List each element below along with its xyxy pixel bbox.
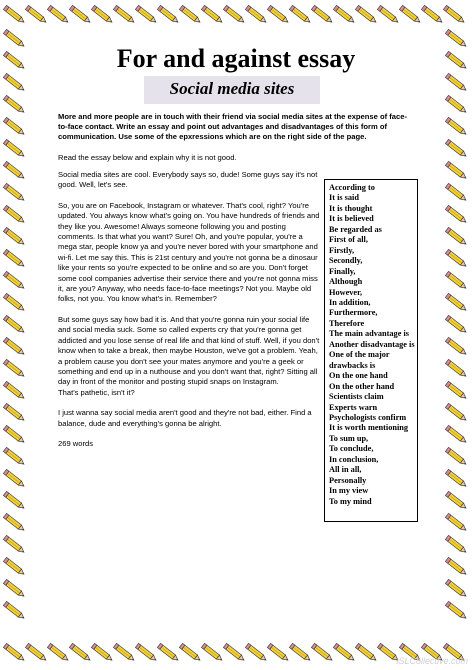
pencil-icon [3, 227, 25, 246]
expression-item: Experts warn [329, 402, 378, 412]
pencil-icon [3, 73, 25, 92]
essay-paragraph: So, you are on Facebook, Instagram or whatever. That's cool, right? You're updated. You always know what's going on. You have hundreds of friends and they like you. Awesome! Always someone following you and posting comments. Is that what you want? Sure! Oh, and you're popular, you're a mega star, people know ya and you're never bored with your smartphone and wi-fi. Let me say this. This is 21st century and you're not gonna be a dinosaur like your rents so you're expected to be online and so are you. Don't forget some cool companies advertise their service there and you're not gonna miss it, are you? Anyway, who needs face-to-face meetings? Not you. Maybe old folks, not you. You know what's in. Remember? [58, 200, 320, 304]
expression-item: In conclusion, [329, 454, 379, 464]
pencil-icon [25, 5, 47, 24]
expression-item: Therefore [329, 318, 365, 328]
expression-item: It is thought [329, 203, 373, 213]
pencil-icon [3, 425, 25, 444]
expression-item: drawbacks is [329, 360, 376, 370]
pencil-icon [333, 643, 355, 662]
worksheet-page [48, 40, 424, 632]
pencil-icon [445, 381, 467, 400]
pencil-icon [445, 205, 467, 224]
expression-item: Finally, [329, 266, 356, 276]
essay-extra-line: That's pathetic, isn't it? [58, 387, 135, 397]
pencil-icon [445, 51, 467, 70]
page-subtitle: Social media sites [169, 79, 295, 98]
pencil-icon [377, 5, 399, 24]
subtitle-band [144, 76, 320, 104]
pencil-icon [3, 491, 25, 510]
pencil-icon [3, 5, 25, 24]
pencil-icon [311, 5, 333, 24]
pencil-icon [3, 51, 25, 70]
essay-paragraph: I just wanna say social media aren't good and they're not bad, either. Find a balance, dude and everything's gonna be alright. [58, 408, 312, 428]
pencil-icon [445, 359, 467, 378]
pencil-icon [3, 601, 25, 620]
pencil-icon [3, 271, 25, 290]
pencil-icon [3, 643, 25, 662]
expression-item: To conclude, [329, 444, 374, 454]
expression-item: Another disadvantage is [329, 339, 415, 349]
expression-item: Although [329, 277, 363, 287]
pencil-icon [445, 139, 467, 158]
watermark-text: iSLCollective.com [396, 656, 468, 666]
pencil-icon [445, 469, 467, 488]
expression-item: In addition, [329, 297, 371, 307]
pencil-icon [135, 5, 157, 24]
pencil-icon [445, 535, 467, 554]
expression-item: To my mind [329, 496, 372, 506]
pencil-icon [3, 535, 25, 554]
pencil-icon [3, 403, 25, 422]
expression-item: Scientists claim [329, 392, 384, 402]
pencil-icon [333, 5, 355, 24]
pencil-icon [445, 337, 467, 356]
expression-item: It is believed [329, 214, 374, 224]
pencil-icon [445, 491, 467, 510]
pencil-icon [445, 513, 467, 532]
pencil-icon [3, 29, 25, 48]
pencil-icon [157, 643, 179, 662]
pencil-icon [445, 95, 467, 114]
pencil-icon [3, 249, 25, 268]
expression-item: Furthermore, [329, 308, 378, 318]
expression-item: All in all, [329, 465, 362, 475]
pencil-icon [69, 5, 91, 24]
word-count: 269 words [58, 438, 94, 448]
pencil-icon [445, 447, 467, 466]
pencil-icon [179, 5, 201, 24]
expression-item: First of all, [329, 235, 368, 245]
pencil-icon [3, 337, 25, 356]
expression-item: One of the major [329, 350, 390, 360]
pencil-icon [289, 5, 311, 24]
pencil-icon [3, 139, 25, 158]
pencil-icon [445, 293, 467, 312]
expression-item: On the other hand [329, 381, 395, 391]
pencil-icon [91, 5, 113, 24]
pencil-icon [445, 29, 467, 48]
expression-item: Be regarded as [329, 224, 382, 234]
pencil-icon [245, 5, 267, 24]
pencil-icon [399, 5, 421, 24]
expressions-box [324, 179, 418, 522]
pencil-icon [355, 643, 377, 662]
pencil-icon [201, 5, 223, 24]
expression-item: Personally [329, 475, 367, 485]
pencil-icon [445, 249, 467, 268]
pencil-icon [445, 161, 467, 180]
pencil-icon [421, 5, 443, 24]
pencil-icon [3, 359, 25, 378]
pencil-icon [267, 643, 289, 662]
expression-item: The main advantage is [329, 329, 409, 339]
pencil-icon [445, 425, 467, 444]
pencil-icon [113, 643, 135, 662]
pencil-icon [135, 643, 157, 662]
expression-item: It is said [329, 193, 359, 203]
pencil-icon [267, 5, 289, 24]
expression-item: Secondly, [329, 256, 363, 266]
essay-text [58, 170, 320, 459]
pencil-icon [445, 557, 467, 576]
pencil-icon [3, 205, 25, 224]
pencil-icon [3, 447, 25, 466]
expression-item: In my view [329, 486, 369, 496]
pencil-icon [445, 183, 467, 202]
pencil-icon [445, 315, 467, 334]
pencil-icon [223, 643, 245, 662]
pencil-icon [311, 643, 333, 662]
expression-item: On the one hand [329, 371, 388, 381]
pencil-icon [3, 381, 25, 400]
expression-item: It is worth mentioning [329, 423, 409, 433]
pencil-icon [445, 73, 467, 92]
pencil-icon [289, 643, 311, 662]
page-title: For and against essay [116, 44, 356, 73]
pencil-icon [3, 557, 25, 576]
expression-item: According to [329, 183, 375, 192]
pencil-icon [113, 5, 135, 24]
pencil-icon [179, 643, 201, 662]
pencil-icon [445, 271, 467, 290]
pencil-icon [69, 643, 91, 662]
expression-item: Psychologists confirm [329, 412, 407, 422]
essay-paragraph: But some guys say how bad it is. And that you're gonna ruin your social life and social media suck. Some so called experts cry that you're gonna get addicted and you lose sense of real life and that kind of stuff. Well, if you don't know when to take a break, then maybe Houston, we've got a problem. Yeah, a problem cause you don't see your mates anymore and you're a geek or something and end up in a nuthouse and you don't want that, right? Sitting all day in front of the monitor and posting stupid snaps on Instagram. [58, 314, 320, 387]
read-instruction: Read the essay below and explain why it is not good. [58, 153, 237, 162]
pencil-icon [3, 95, 25, 114]
expressions-list [329, 183, 413, 507]
pencil-icon [47, 5, 69, 24]
pencil-icon [3, 315, 25, 334]
pencil-icon [445, 403, 467, 422]
pencil-icon [223, 5, 245, 24]
pencil-icon [3, 117, 25, 136]
pencil-icon [201, 643, 223, 662]
pencil-icon [445, 117, 467, 136]
pencil-icon [3, 469, 25, 488]
pencil-icon [245, 643, 267, 662]
pencil-icon [157, 5, 179, 24]
pencil-icon [355, 5, 377, 24]
pencil-icon [443, 5, 465, 24]
pencil-icon [3, 293, 25, 312]
pencil-icon [47, 643, 69, 662]
pencil-icon [91, 643, 113, 662]
pencil-icon [3, 579, 25, 598]
expression-item: To sum up, [329, 433, 369, 443]
expression-item: However, [329, 287, 363, 297]
pencil-icon [3, 183, 25, 202]
essay-paragraph: Social media sites are cool. Everybody says so, dude! Some guys say it's not good. Well, let's see. [58, 170, 318, 190]
task-instructions: More and more people are in touch with their friend via social media sites at the expense of face-to-face contact. Write an essay and point out advantages and disadvantages of this form of communication. Use some of the epxressions which are on the right side of the page. [58, 112, 407, 142]
expression-item: Firstly, [329, 245, 355, 255]
pencil-icon [25, 643, 47, 662]
pencil-icon [3, 513, 25, 532]
pencil-icon [3, 161, 25, 180]
pencil-icon [445, 227, 467, 246]
pencil-icon [445, 579, 467, 598]
pencil-icon [445, 601, 467, 620]
